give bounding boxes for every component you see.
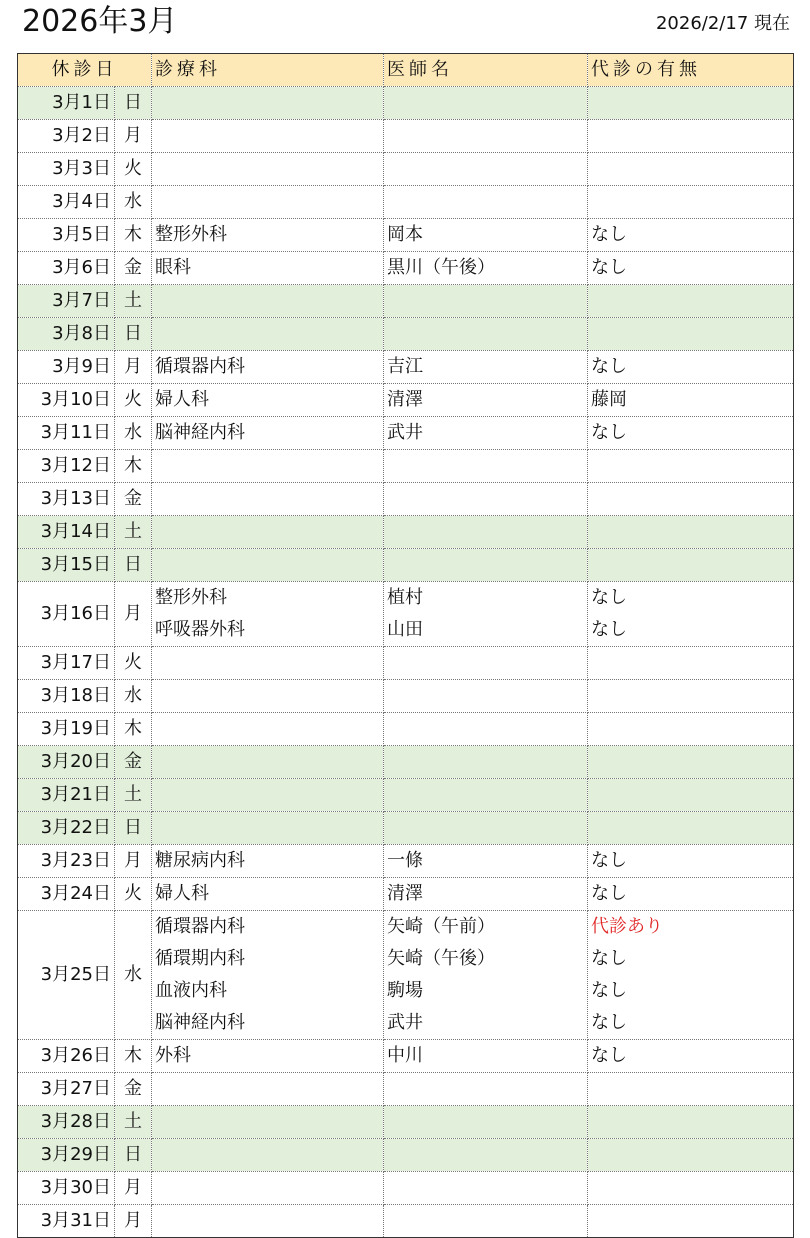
doctor-cell [384, 318, 588, 351]
table-row [18, 120, 794, 153]
doctor-cell [384, 153, 588, 186]
department-cell [152, 516, 384, 549]
table-row [18, 812, 794, 845]
date-cell: 3月11日 [18, 417, 115, 450]
doctor-cell [384, 1073, 588, 1106]
doctor-cell: 黒川（午後） [384, 252, 588, 285]
weekday-cell: 土 [115, 516, 152, 549]
department-cell [152, 450, 384, 483]
substitute-cell [588, 779, 794, 812]
department-cell: 婦人科 [152, 878, 384, 911]
department-cell: 糖尿病内科 [152, 845, 384, 878]
department-cell [152, 1073, 384, 1106]
table-row [18, 450, 794, 483]
date-cell: 3月14日 [18, 516, 115, 549]
table-row [18, 911, 794, 1040]
table-row [18, 1172, 794, 1205]
weekday-cell: 日 [115, 812, 152, 845]
weekday-cell: 土 [115, 285, 152, 318]
substitute-cell: なし [588, 845, 794, 878]
substitute-cell: なし [588, 252, 794, 285]
table-row [18, 87, 794, 120]
substitute-cell [588, 450, 794, 483]
department-cell [152, 318, 384, 351]
date-cell: 3月30日 [18, 1172, 115, 1205]
date-cell: 3月20日 [18, 746, 115, 779]
department-cell [152, 285, 384, 318]
substitute-cell [588, 812, 794, 845]
date-cell: 3月25日 [18, 911, 115, 1040]
date-cell: 3月2日 [18, 120, 115, 153]
doctor-cell [384, 120, 588, 153]
header-department: 診療科 [152, 54, 384, 87]
date-cell: 3月21日 [18, 779, 115, 812]
weekday-cell: 土 [115, 779, 152, 812]
as-of-date: 2026/2/17 現在 [655, 13, 790, 34]
date-cell: 3月26日 [18, 1040, 115, 1073]
date-cell: 3月17日 [18, 647, 115, 680]
weekday-cell: 金 [115, 252, 152, 285]
date-cell: 3月19日 [18, 713, 115, 746]
date-cell: 3月16日 [18, 582, 115, 647]
department-cell [152, 153, 384, 186]
table-row [18, 1205, 794, 1238]
weekday-cell: 火 [115, 878, 152, 911]
department-cell: 循環器内科 [152, 351, 384, 384]
table-row [18, 680, 794, 713]
header-substitute: 代診の有無 [588, 54, 794, 87]
substitute-cell [588, 120, 794, 153]
substitute-text: なし [591, 587, 627, 608]
doctor-cell [384, 713, 588, 746]
substitute-cell [588, 911, 794, 1040]
date-cell: 3月18日 [18, 680, 115, 713]
table-row [18, 1106, 794, 1139]
department-text: 血液内科 [155, 980, 227, 1001]
substitute-cell [588, 153, 794, 186]
date-cell: 3月8日 [18, 318, 115, 351]
substitute-cell [588, 1172, 794, 1205]
department-cell: 脳神経内科 [152, 417, 384, 450]
weekday-cell: 水 [115, 417, 152, 450]
doctor-cell [384, 1205, 588, 1238]
doctor-cell [384, 483, 588, 516]
substitute-cell [588, 1106, 794, 1139]
date-cell: 3月27日 [18, 1073, 115, 1106]
table-row [18, 285, 794, 318]
header-closure-date: 休診日 [18, 54, 152, 87]
doctor-text: 矢崎（午前） [387, 916, 495, 937]
doctor-cell [384, 285, 588, 318]
table-row [18, 713, 794, 746]
department-cell [152, 1139, 384, 1172]
doctor-cell [384, 516, 588, 549]
doctor-cell [384, 812, 588, 845]
department-cell [152, 120, 384, 153]
substitute-text: なし [591, 980, 627, 1001]
doctor-cell [384, 1106, 588, 1139]
date-cell: 3月13日 [18, 483, 115, 516]
weekday-cell: 日 [115, 1139, 152, 1172]
doctor-cell: 一條 [384, 845, 588, 878]
doctor-cell [384, 647, 588, 680]
department-cell [152, 186, 384, 219]
substitute-cell: なし [588, 1040, 794, 1073]
weekday-cell: 月 [115, 1205, 152, 1238]
table-row [18, 219, 794, 252]
substitute-cell [588, 746, 794, 779]
weekday-cell: 日 [115, 87, 152, 120]
substitute-cell [588, 318, 794, 351]
table-row [18, 549, 794, 582]
department-cell: 外科 [152, 1040, 384, 1073]
department-text: 循環器内科 [155, 916, 245, 937]
doctor-cell [384, 549, 588, 582]
substitute-cell: なし [588, 351, 794, 384]
weekday-cell: 火 [115, 647, 152, 680]
date-cell: 3月4日 [18, 186, 115, 219]
substitute-cell [588, 1073, 794, 1106]
substitute-cell [588, 186, 794, 219]
date-cell: 3月22日 [18, 812, 115, 845]
table-row [18, 1040, 794, 1073]
substitute-cell: なし [588, 417, 794, 450]
date-cell: 3月12日 [18, 450, 115, 483]
doctor-cell [384, 680, 588, 713]
substitute-cell [588, 713, 794, 746]
substitute-cell [588, 680, 794, 713]
doctor-text: 矢崎（午後） [387, 948, 495, 969]
department-cell [152, 1106, 384, 1139]
page-title: 2026年3月 [22, 4, 178, 39]
substitute-cell [588, 549, 794, 582]
date-cell: 3月23日 [18, 845, 115, 878]
weekday-cell: 月 [115, 1172, 152, 1205]
weekday-cell: 木 [115, 450, 152, 483]
date-cell: 3月9日 [18, 351, 115, 384]
substitute-cell [588, 87, 794, 120]
department-text: 整形外科 [155, 587, 227, 608]
doctor-cell: 武井 [384, 417, 588, 450]
table-row [18, 153, 794, 186]
department-cell [152, 1172, 384, 1205]
doctor-cell: 吉江 [384, 351, 588, 384]
weekday-cell: 金 [115, 483, 152, 516]
department-cell [152, 483, 384, 516]
weekday-cell: 火 [115, 384, 152, 417]
substitute-cell [588, 582, 794, 647]
doctor-cell [384, 911, 588, 1040]
date-cell: 3月31日 [18, 1205, 115, 1238]
doctor-cell: 中川 [384, 1040, 588, 1073]
department-text: 呼吸器外科 [155, 619, 245, 640]
doctor-cell [384, 746, 588, 779]
table-row [18, 417, 794, 450]
weekday-cell: 土 [115, 1106, 152, 1139]
department-cell [152, 812, 384, 845]
department-cell: 整形外科 [152, 219, 384, 252]
closure-schedule-table [17, 53, 794, 1238]
table-row [18, 483, 794, 516]
doctor-cell [384, 1139, 588, 1172]
date-cell: 3月5日 [18, 219, 115, 252]
weekday-cell: 月 [115, 845, 152, 878]
department-cell [152, 713, 384, 746]
department-cell [152, 680, 384, 713]
doctor-cell [384, 1172, 588, 1205]
substitute-cell [588, 1205, 794, 1238]
weekday-cell: 日 [115, 549, 152, 582]
date-cell: 3月1日 [18, 87, 115, 120]
doctor-text: 武井 [387, 1012, 423, 1033]
weekday-cell: 水 [115, 680, 152, 713]
substitute-cell [588, 483, 794, 516]
weekday-cell: 金 [115, 1073, 152, 1106]
department-cell [152, 87, 384, 120]
date-cell: 3月15日 [18, 549, 115, 582]
weekday-cell: 木 [115, 219, 152, 252]
date-cell: 3月3日 [18, 153, 115, 186]
date-cell: 3月10日 [18, 384, 115, 417]
doctor-cell: 岡本 [384, 219, 588, 252]
table-row [18, 746, 794, 779]
table-row [18, 516, 794, 549]
table-row [18, 845, 794, 878]
table-row [18, 186, 794, 219]
substitute-text: 代診あり [591, 916, 663, 937]
table-row [18, 1073, 794, 1106]
doctor-cell [384, 779, 588, 812]
doctor-cell: 清澤 [384, 878, 588, 911]
department-text: 脳神経内科 [155, 1012, 245, 1033]
substitute-cell: なし [588, 219, 794, 252]
department-cell [152, 1205, 384, 1238]
substitute-cell: なし [588, 878, 794, 911]
doctor-text: 山田 [387, 619, 423, 640]
date-cell: 3月28日 [18, 1106, 115, 1139]
table-row [18, 779, 794, 812]
department-cell [152, 911, 384, 1040]
date-cell: 3月6日 [18, 252, 115, 285]
department-text: 循環期内科 [155, 948, 245, 969]
weekday-cell: 木 [115, 713, 152, 746]
substitute-text: なし [591, 1012, 627, 1033]
table-row [18, 647, 794, 680]
department-cell: 婦人科 [152, 384, 384, 417]
department-cell [152, 746, 384, 779]
date-cell: 3月29日 [18, 1139, 115, 1172]
table-row [18, 878, 794, 911]
substitute-cell [588, 647, 794, 680]
substitute-cell: 藤岡 [588, 384, 794, 417]
doctor-text: 植村 [387, 587, 423, 608]
doctor-cell [384, 87, 588, 120]
substitute-text: なし [591, 619, 627, 640]
table-row [18, 582, 794, 647]
substitute-cell [588, 516, 794, 549]
department-cell [152, 779, 384, 812]
doctor-cell [384, 186, 588, 219]
doctor-cell [384, 450, 588, 483]
header-row [18, 54, 794, 87]
date-cell: 3月7日 [18, 285, 115, 318]
department-cell: 眼科 [152, 252, 384, 285]
weekday-cell: 月 [115, 351, 152, 384]
schedule-body [18, 87, 794, 1238]
weekday-cell: 金 [115, 746, 152, 779]
weekday-cell: 火 [115, 153, 152, 186]
header-doctor: 医師名 [384, 54, 588, 87]
doctor-cell [384, 582, 588, 647]
table-row [18, 384, 794, 417]
substitute-cell [588, 1139, 794, 1172]
table-row [18, 318, 794, 351]
table-row [18, 252, 794, 285]
weekday-cell: 月 [115, 120, 152, 153]
weekday-cell: 木 [115, 1040, 152, 1073]
doctor-cell: 清澤 [384, 384, 588, 417]
department-cell [152, 647, 384, 680]
department-cell [152, 582, 384, 647]
substitute-cell [588, 285, 794, 318]
date-cell: 3月24日 [18, 878, 115, 911]
table-row [18, 1139, 794, 1172]
doctor-text: 駒場 [387, 980, 423, 1001]
weekday-cell: 月 [115, 582, 152, 647]
department-cell [152, 549, 384, 582]
weekday-cell: 水 [115, 186, 152, 219]
substitute-text: なし [591, 948, 627, 969]
weekday-cell: 水 [115, 911, 152, 1040]
weekday-cell: 日 [115, 318, 152, 351]
table-row [18, 351, 794, 384]
